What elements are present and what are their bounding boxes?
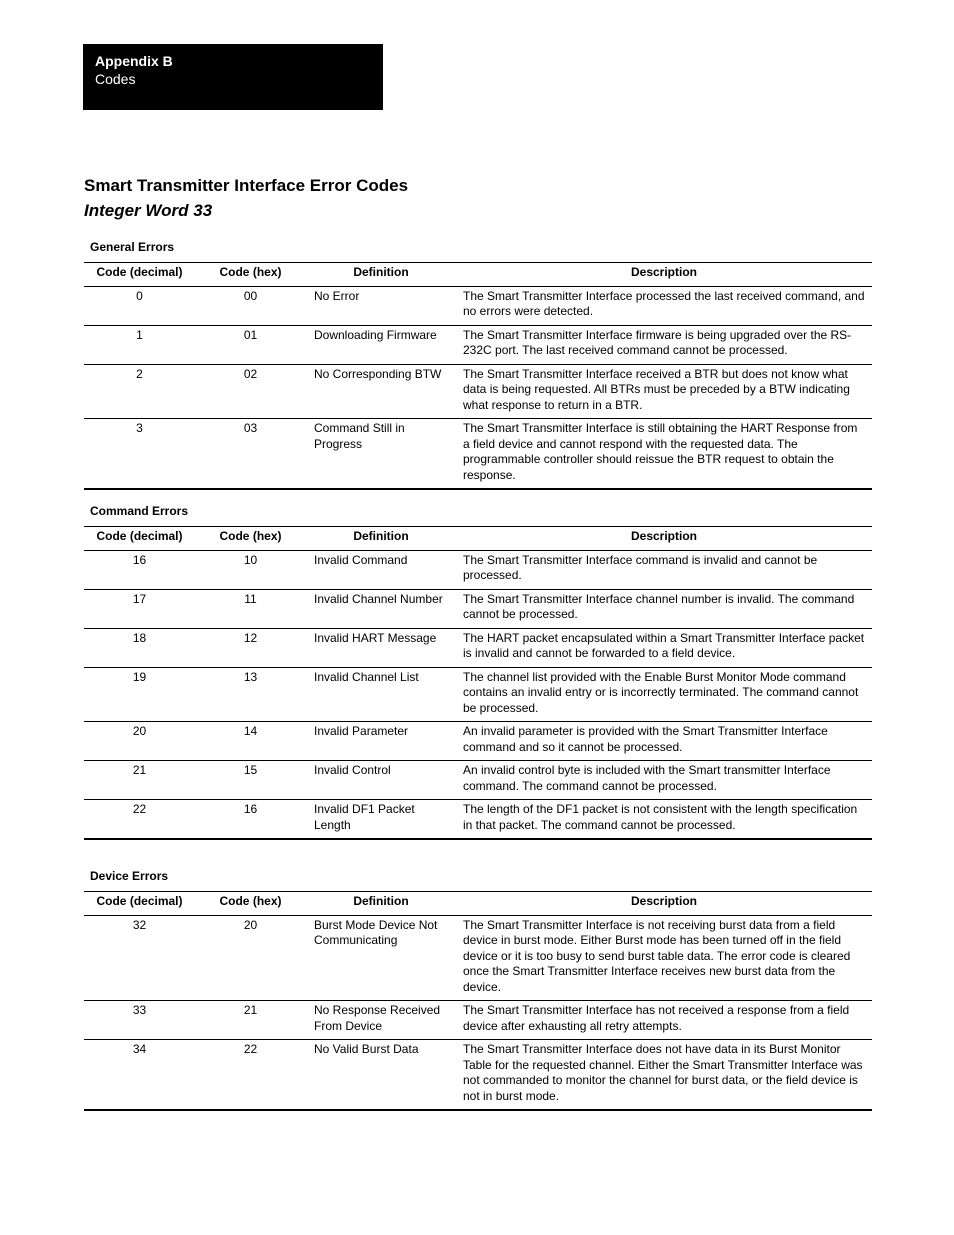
- table-header-row: [84, 263, 872, 287]
- table-row: [84, 589, 872, 628]
- code-hex: 10: [243, 552, 258, 567]
- code-hex: 21: [243, 1003, 258, 1017]
- definition: Invalid HART Message: [314, 630, 437, 645]
- error-table: [84, 526, 872, 840]
- error-table: [84, 891, 872, 1111]
- code-decimal: 2: [136, 366, 143, 381]
- definition: Command Still in Progress: [314, 421, 405, 451]
- description: The HART packet encapsulated within a Smart Transmitter Interface packet is invalid and cannot be forwarded to a field device.: [463, 630, 865, 660]
- section-command-errors: [84, 504, 872, 840]
- section-title: Command Errors: [90, 504, 189, 518]
- code-decimal: 32: [132, 917, 147, 932]
- code-hex: 02: [243, 366, 258, 381]
- definition: No Valid Burst Data: [314, 1042, 419, 1056]
- header-box: [83, 44, 383, 110]
- col-header-definition: Definition: [353, 894, 409, 908]
- table-row: [84, 419, 872, 490]
- appendix-subtitle: Codes: [95, 71, 136, 87]
- code-decimal: 1: [136, 327, 143, 342]
- col-header-code-decimal: Code (decimal): [96, 529, 183, 543]
- description: An invalid parameter is provided with the Smart Transmitter Interface command and so it cannot be processed.: [463, 724, 828, 754]
- definition: Invalid Channel Number: [314, 591, 443, 606]
- code-hex: 03: [243, 421, 258, 435]
- table-row: [84, 1001, 872, 1040]
- code-hex: 22: [243, 1042, 258, 1056]
- code-hex: 16: [243, 802, 258, 816]
- definition: Downloading Firmware: [314, 327, 437, 342]
- code-hex: 13: [243, 669, 258, 684]
- table-header-row: [84, 527, 872, 551]
- definition: Invalid Command: [314, 552, 408, 567]
- col-header-description: Description: [630, 894, 697, 908]
- section-general-errors: [84, 240, 872, 490]
- definition: Burst Mode Device Not Communicating: [314, 917, 438, 947]
- code-hex: 01: [243, 327, 258, 342]
- description: The channel list provided with the Enable Burst Monitor Mode command contains an invalid entry or is incorrectly terminated. The command cannot be processed.: [463, 669, 859, 715]
- description: The Smart Transmitter Interface is not receiving burst data from a field device in burst mode. Either Burst mode has been turned off in the field device or it is too busy to send burst table data. The error code is cleared once the Smart Transmitter Interface receives new burst data from the device.: [463, 917, 851, 994]
- code-decimal: 3: [136, 421, 143, 435]
- col-header-description: Description: [630, 529, 697, 543]
- description: An invalid control byte is included with the Smart transmitter Interface command. The command cannot be processed.: [463, 763, 831, 793]
- description: The Smart Transmitter Interface has not received a response from a field device after exhausting all retry attempts.: [463, 1003, 850, 1033]
- table-row: [84, 628, 872, 667]
- description: The Smart Transmitter Interface received a BTR but does not know what data is being requested. All BTRs must be preceded by a BTW indicating what response to return in a BTR.: [463, 366, 850, 412]
- description: The Smart Transmitter Interface is still obtaining the HART Response from a field device and cannot respond with the requested data. The programmable controller should reissue the BTR request to obtain the response.: [463, 421, 858, 482]
- code-decimal: 19: [132, 669, 147, 684]
- code-hex: 14: [243, 724, 258, 738]
- page-subtitle: Integer Word 33: [84, 201, 213, 220]
- table-row: [84, 286, 872, 325]
- page-title: Smart Transmitter Interface Error Codes: [84, 176, 409, 195]
- table-row: [84, 364, 872, 419]
- definition: No Response Received From Device: [314, 1003, 441, 1033]
- description: The Smart Transmitter Interface processed the last received command, and no errors were detected.: [463, 288, 865, 318]
- col-header-code-hex: Code (hex): [219, 529, 282, 543]
- col-header-code-decimal: Code (decimal): [96, 265, 183, 279]
- code-decimal: 34: [132, 1042, 147, 1056]
- table-row: [84, 667, 872, 722]
- code-hex: 12: [243, 630, 258, 645]
- code-decimal: 16: [132, 552, 147, 567]
- definition: Invalid Channel List: [314, 669, 419, 684]
- appendix-label: Appendix B: [95, 53, 173, 69]
- section-title: Device Errors: [90, 869, 169, 883]
- code-decimal: 21: [132, 763, 147, 777]
- code-decimal: 18: [132, 630, 147, 645]
- section-device-errors: [84, 869, 872, 1111]
- col-header-code-hex: Code (hex): [219, 265, 282, 279]
- table-row: [84, 915, 872, 1001]
- table-row: [84, 1040, 872, 1111]
- definition: No Error: [314, 288, 360, 303]
- col-header-code-hex: Code (hex): [219, 894, 282, 908]
- code-decimal: 17: [132, 591, 147, 606]
- error-table: [84, 262, 872, 490]
- col-header-definition: Definition: [353, 265, 409, 279]
- section-title: General Errors: [90, 240, 175, 254]
- code-decimal: 22: [132, 802, 147, 816]
- table-row: [84, 722, 872, 761]
- definition: Invalid Parameter: [314, 724, 409, 738]
- code-decimal: 20: [132, 724, 147, 738]
- code-hex: 15: [243, 763, 258, 777]
- table-header-row: [84, 892, 872, 916]
- table-row: [84, 761, 872, 800]
- code-hex: 20: [243, 917, 258, 932]
- description: The Smart Transmitter Interface channel number is invalid. The command cannot be processed.: [463, 591, 855, 621]
- description: The Smart Transmitter Interface firmware is being upgraded over the RS-232C port. The last received command cannot be processed.: [463, 327, 852, 357]
- col-header-code-decimal: Code (decimal): [96, 894, 183, 908]
- definition: Invalid DF1 Packet Length: [314, 802, 415, 832]
- table-row: [84, 325, 872, 364]
- code-decimal: 33: [132, 1003, 147, 1017]
- table-row: [84, 800, 872, 840]
- code-hex: 00: [243, 288, 258, 303]
- col-header-definition: Definition: [353, 529, 409, 543]
- table-row: [84, 550, 872, 589]
- definition: Invalid Control: [314, 763, 391, 777]
- definition: No Corresponding BTW: [314, 366, 442, 381]
- col-header-description: Description: [630, 265, 697, 279]
- code-hex: 11: [244, 591, 257, 606]
- description: The length of the DF1 packet is not consistent with the length specification in that packet. The command cannot be processed.: [463, 802, 858, 832]
- description: The Smart Transmitter Interface command is invalid and cannot be processed.: [463, 552, 818, 582]
- description: The Smart Transmitter Interface does not have data in its Burst Monitor Table for the requested channel. Either the Smart Transmitter Interface was not commanded to monitor the channel for burst data, or the field device is not in burst mode.: [463, 1042, 863, 1103]
- code-decimal: 0: [136, 288, 143, 303]
